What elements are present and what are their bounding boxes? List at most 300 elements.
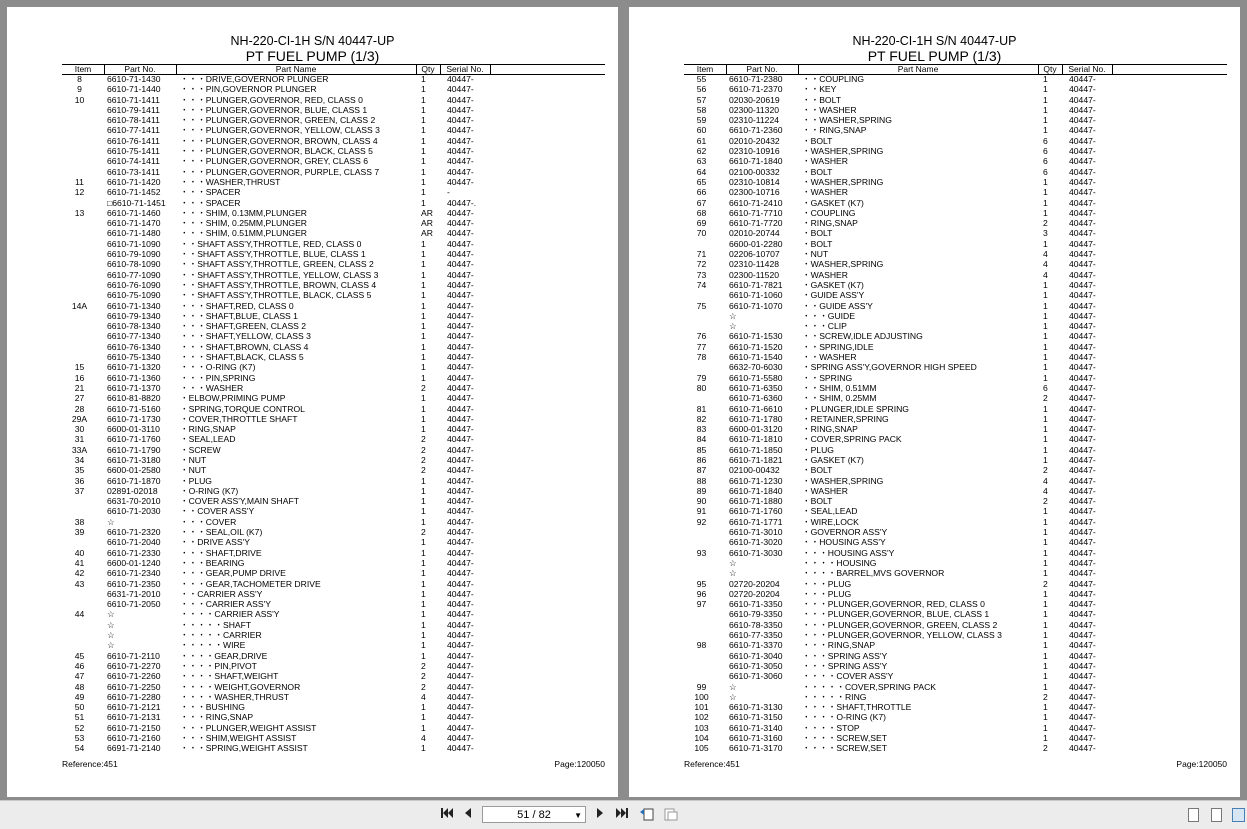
cell-part-name: ・・SHAFT ASS'Y,THROTTLE, YELLOW, CLASS 3 [180,269,379,280]
cell-part-no: 6610-71-3180 [107,454,161,465]
cell-qty: 1 [1043,650,1048,661]
cell-qty: 1 [1043,197,1048,208]
cell-part-name: ・COVER,SPRING PACK [802,434,902,445]
cell-qty: 1 [421,321,426,332]
cell-part-name: ・・GUIDE ASS'Y [802,300,873,311]
cell-part-no: 6610-71-3020 [729,537,783,548]
cell-part-name: ・RING,SNAP [180,424,236,435]
table-row [62,95,605,105]
table-row [684,259,1227,269]
cell-qty: 1 [421,599,426,610]
cell-qty: 1 [1043,702,1048,713]
cell-part-name: ・・・・SCREW,SET [802,743,887,754]
cell-serial-no: 40447- [1069,228,1096,239]
cell-part-name: ・GASKET (K7) [802,454,864,465]
cell-qty: 6 [1043,166,1048,177]
cell-part-no: ☆ [729,557,737,568]
cell-part-no: ☆ [107,516,115,527]
cell-qty: 1 [1043,207,1048,218]
cell-item: 27 [74,393,85,404]
cell-serial-no: 40447- [1069,557,1096,568]
cell-item: 16 [74,372,85,383]
cell-part-no: 6610-75-1090 [107,290,161,301]
cell-part-name: ・・・・・WIRE [180,640,246,651]
cell-part-name: ・COUPLING [802,207,856,218]
header-qty: Qty [1038,65,1063,74]
cell-part-name: ・・・SHIM, 0.25MM,PLUNGER [180,218,308,229]
cell-serial-no: 40447- [447,671,474,682]
left-page [7,7,618,797]
cell-part-name: ・・・PLUG [802,588,852,599]
table-row [62,249,605,259]
cell-item: 39 [74,527,85,538]
facing-pages-icon[interactable] [1232,808,1245,822]
table-row [62,651,605,661]
cell-qty: 1 [421,609,426,620]
table-row [62,187,605,197]
table-row [684,434,1227,444]
cell-part-name: ・・・PLUNGER,GOVERNOR, BROWN, CLASS 4 [180,135,378,146]
cell-part-no: 6610-71-3160 [729,733,783,743]
cell-qty: 6 [1043,135,1048,146]
cell-serial-no: 40447- [1069,321,1096,332]
cell-qty: 4 [421,733,426,743]
cell-item: 99 [696,681,707,692]
cell-part-name: ・WIRE,LOCK [802,516,859,527]
cell-qty: 1 [421,115,426,126]
cell-part-name: ・・WASHER,SPRING [802,115,892,126]
cell-item: 61 [696,135,707,146]
table-row [684,517,1227,527]
cell-qty: 1 [421,630,426,641]
cell-serial-no: 40447- [1069,187,1096,198]
cell-serial-no: 40447- [447,609,474,620]
cell-serial-no: 40447- [447,691,474,702]
cell-serial-no: 40447- [1069,94,1096,105]
cell-qty: 1 [421,104,426,115]
cell-serial-no: 40447- [1069,135,1096,146]
cell-serial-no: 40447- [447,310,474,321]
cell-qty: 1 [421,702,426,713]
single-page-icon[interactable] [1188,808,1199,822]
cell-qty: 1 [1043,557,1048,568]
cell-qty: 2 [1043,393,1048,404]
cell-serial-no: 40447- [1069,249,1096,260]
cell-part-no: 6610-71-2350 [107,578,161,589]
cell-qty: 3 [1043,228,1048,239]
cell-part-no: 6610-75-1340 [107,352,161,363]
cell-item: 84 [696,434,707,445]
table-row [684,105,1227,115]
table-row [62,424,605,434]
cell-part-no: 6610-76-1411 [107,135,160,146]
cell-part-name: ・・・PLUNGER,GOVERNOR, GREY, CLASS 6 [180,156,368,167]
cell-serial-no: 40447- [447,74,474,84]
cell-part-name: ・・・CARRIER ASS'Y [180,599,271,610]
cell-qty: 1 [421,279,426,290]
table-row [684,342,1227,352]
cell-part-name: ・・・SHAFT,RED, CLASS 0 [180,300,294,311]
table-row [684,743,1227,753]
cell-qty: 1 [421,135,426,146]
cell-part-name: ・・・PLUNGER,GOVERNOR, GREEN, CLASS 2 [180,115,376,126]
cell-serial-no: 40447- [447,640,474,651]
cell-part-name: ・・・・・SHAFT [180,619,252,630]
cell-item: 14A [71,300,88,311]
cell-part-name: ・SEAL,LEAD [802,506,858,517]
cell-item: 42 [74,568,85,579]
cell-serial-no: 40447- [447,290,474,301]
cell-serial-no: 40447- [447,475,474,486]
cell-serial-no: 40447- [447,537,474,548]
table-row [62,506,605,516]
table-row [684,393,1227,403]
parts-table [684,74,1227,754]
cell-part-no: 6610-71-2250 [107,681,161,692]
cell-serial-no: 40447- [447,259,474,270]
table-row [62,702,605,712]
cell-part-name: ・・・PLUNGER,GOVERNOR, BLUE, CLASS 1 [180,104,368,115]
cell-item: 31 [74,434,85,445]
cell-serial-no: 40447- [447,454,474,465]
cell-part-no: 02300-10716 [729,187,780,198]
cell-serial-no: 40447- [447,228,474,239]
cell-part-name: ・・・SEAL,OIL (K7) [180,527,263,538]
cell-part-no: 6610-71-1360 [107,372,161,383]
cell-item: 68 [696,207,707,218]
cell-item: 63 [696,156,707,167]
cell-qty: 1 [421,475,426,486]
cell-part-name: ・・・PLUNGER,GOVERNOR, YELLOW, CLASS 3 [802,630,1002,641]
cell-part-name: ・PLUG [180,475,212,486]
table-row [62,136,605,146]
table-row [62,84,605,94]
cell-part-name: ・・・SHIM,WEIGHT ASSIST [180,733,297,743]
cell-part-no: 6610-71-1821 [729,454,783,465]
cell-item: 101 [694,702,709,713]
table-row [684,424,1227,434]
cell-serial-no: 40447- [447,176,474,187]
cell-item: 43 [74,578,85,589]
cell-part-no: 6610-71-7720 [729,218,783,229]
table-row [62,517,605,527]
forward-view-icon[interactable] [663,806,679,824]
cell-qty: 1 [1043,115,1048,126]
next-page-icon[interactable] [593,806,607,824]
table-row [684,404,1227,414]
table-row [684,239,1227,249]
first-page-icon[interactable] [439,806,455,824]
table-row [684,187,1227,197]
cell-item: 92 [696,516,707,527]
cell-part-name: ・・SHAFT ASS'Y,THROTTLE, BROWN, CLASS 4 [180,279,377,290]
table-row [684,537,1227,547]
cell-qty: 1 [421,197,426,208]
cell-serial-no: 40447- [1069,115,1096,126]
cell-part-name: ・・・SPACER [180,197,241,208]
cell-serial-no: 40447- [1069,630,1096,641]
cell-serial-no: 40447- [1069,290,1096,301]
cell-qty: 1 [421,84,426,95]
cell-serial-no: 40447- [447,547,474,558]
cell-part-no: 6610-77-1340 [107,331,161,342]
cell-part-no: 6610-75-1411 [107,146,160,157]
cell-part-no: 6610-71-7710 [729,207,783,218]
table-row [684,136,1227,146]
continuous-page-icon[interactable] [1211,808,1222,822]
cell-qty: 1 [1043,588,1048,599]
cell-qty: 1 [421,506,426,517]
cell-part-no: 6610-71-1470 [107,218,161,229]
cell-item: 102 [694,712,709,723]
cell-part-name: ・WASHER [802,156,848,167]
cell-item: 30 [74,424,85,435]
cell-qty: 2 [421,527,426,538]
cell-item: 105 [694,743,709,754]
reference-label: Reference:451 [62,759,118,769]
cell-part-no: 6610-78-1340 [107,321,161,332]
cell-serial-no: 40447- [447,331,474,342]
cell-item: 75 [696,300,707,311]
cell-part-name: ・ELBOW,PRIMING PUMP [180,393,286,404]
table-row [684,609,1227,619]
cell-part-no: 6610-71-2270 [107,660,161,671]
cell-part-name: ・GASKET (K7) [802,279,864,290]
cell-serial-no: 40447- [447,84,474,95]
cell-part-name: ・・・O-RING (K7) [180,362,256,373]
cell-part-no: 6610-71-2330 [107,547,161,558]
cell-part-no: 6610-71-2370 [729,84,783,95]
cell-qty: 1 [1043,660,1048,671]
cell-part-no: 02010-20432 [729,135,780,146]
cell-part-name: ・・SPRING [802,372,853,383]
cell-part-name: ・・・PLUNGER,GOVERNOR, RED, CLASS 0 [180,94,363,105]
cell-part-no: 6610-71-2320 [107,527,161,538]
cell-part-no: 6610-71-2380 [729,74,783,84]
cell-item: 55 [696,74,707,84]
cell-part-no: 6610-73-1411 [107,166,160,177]
cell-qty: 6 [1043,382,1048,393]
table-row [62,640,605,650]
cell-item: 67 [696,197,707,208]
table-row [62,630,605,640]
table-row [62,434,605,444]
cell-qty: 1 [1043,341,1048,352]
cell-item: 62 [696,146,707,157]
table-row [62,198,605,208]
cell-part-no: 6610-71-2340 [107,568,161,579]
cell-item: 41 [74,557,85,568]
cell-part-no: 6610-71-1810 [729,434,783,445]
cell-serial-no: 40447- [1069,444,1096,455]
cell-qty: 1 [1043,599,1048,610]
cell-part-name: ・・・SHAFT,BLUE, CLASS 1 [180,310,298,321]
table-row [62,620,605,630]
table-row [62,486,605,496]
cell-part-name: ・NUT [180,465,207,476]
cell-serial-no: 40447- [1069,310,1096,321]
table-row [684,177,1227,187]
cell-serial-no: 40447- [1069,279,1096,290]
cell-qty: 1 [1043,619,1048,630]
cell-qty: 4 [1043,269,1048,280]
cell-part-no: 6610-76-1340 [107,341,161,352]
cell-part-no: 6610-71-2160 [107,733,161,743]
cell-qty: 2 [421,465,426,476]
cell-part-name: ・・・SHIM, 0.51MM,PLUNGER [180,228,308,239]
cell-qty: 4 [421,691,426,702]
table-row [684,671,1227,681]
cell-item: 85 [696,444,707,455]
cell-part-name: ・BOLT [802,496,833,507]
cell-serial-no: 40447- [447,413,474,424]
cell-part-no: 6610-78-1411 [107,115,160,126]
cell-part-no: 6610-71-1771 [729,516,783,527]
cell-part-no: 6610-71-1780 [729,413,783,424]
cell-serial-no: 40447- [447,279,474,290]
back-view-icon[interactable] [639,806,655,824]
cell-qty: 1 [1043,516,1048,527]
cell-part-no: 6610-79-1340 [107,310,161,321]
cell-qty: 1 [1043,372,1048,383]
cell-part-name: ・PLUNGER,IDLE SPRING [802,403,909,414]
cell-part-name: ・RETAINER,SPRING [802,413,889,424]
cell-serial-no: 40447- [1069,372,1096,383]
cell-part-name: ・NUT [180,454,207,465]
cell-serial-no: 40447- [447,702,474,713]
cell-part-name: ・・COVER ASS'Y [180,506,255,517]
cell-part-no: 6610-71-6360 [729,393,783,404]
cell-serial-no: 40447- [447,135,474,146]
cell-part-name: ・O-RING (K7) [180,485,239,496]
table-row [684,702,1227,712]
cell-serial-no: 40447- [1069,176,1096,187]
table-row [684,228,1227,238]
cell-part-name: ・・WASHER [802,104,857,115]
cell-item: 15 [74,362,85,373]
cell-qty: 1 [421,238,426,249]
table-row [62,558,605,568]
table-row [62,682,605,692]
cell-part-name: ・・・・BARREL,MVS GOVERNOR [802,568,945,579]
cell-part-no: 6691-71-2140 [107,743,161,754]
cell-part-name: ・・・RING,SNAP [802,640,876,651]
table-row [62,568,605,578]
table-row [62,146,605,156]
prev-page-icon[interactable] [461,806,475,824]
cell-part-no: 6610-71-2260 [107,671,161,682]
table-row [684,589,1227,599]
cell-qty: 1 [1043,527,1048,538]
cell-serial-no: 40447- [1069,74,1096,84]
cell-qty: 1 [1043,630,1048,641]
cell-part-no: 6610-71-2410 [729,197,783,208]
cell-qty: 1 [421,341,426,352]
cell-qty: AR [421,228,433,239]
cell-qty: 1 [1043,176,1048,187]
cell-serial-no: 40447- [447,599,474,610]
cell-serial-no: 40447- [1069,743,1096,754]
cell-part-name: ・・HOUSING ASS'Y [802,537,886,548]
cell-qty: 1 [1043,413,1048,424]
cell-serial-no: 40447- [1069,537,1096,548]
table-row [62,393,605,403]
cell-part-name: ・NUT [802,249,829,260]
cell-item: 81 [696,403,707,414]
cell-item: 10 [74,94,85,105]
cell-part-no: 6610-71-2121 [107,702,161,713]
cell-item: 54 [74,743,85,754]
table-row [62,733,605,743]
cell-part-no: 6631-70-2010 [107,496,161,507]
cell-item: 47 [74,671,85,682]
cell-serial-no: 40447- [447,94,474,105]
table-row [684,383,1227,393]
table-row [684,218,1227,228]
cell-part-name: ・・BOLT [802,94,841,105]
cell-item: 45 [74,650,85,661]
cell-part-name: ・・SHAFT ASS'Y,THROTTLE, BLACK, CLASS 5 [180,290,372,301]
cell-part-no: 6632-70-6030 [729,362,783,373]
cell-item: 64 [696,166,707,177]
cell-part-name: ・・・GEAR,PUMP DRIVE [180,568,286,579]
cell-serial-no: 40447- [447,485,474,496]
last-page-icon[interactable] [614,806,630,824]
cell-serial-no: 40447- [447,218,474,229]
page-number-select[interactable] [482,806,586,823]
table-row [684,548,1227,558]
table-row [684,692,1227,702]
cell-part-name: ・・・PLUG [802,578,852,589]
cell-part-name: ・・・PLUNGER,GOVERNOR, GREEN, CLASS 2 [802,619,998,630]
cell-serial-no: 40447- [1069,156,1096,167]
cell-qty: 1 [1043,279,1048,290]
cell-part-name: ・・・SHAFT,DRIVE [180,547,262,558]
cell-item: 74 [696,279,707,290]
cell-part-name: ・WASHER,SPRING [802,146,884,157]
table-row [62,156,605,166]
cell-serial-no: 40447- [1069,269,1096,280]
cell-part-name: ・・・SPRING ASS'Y [802,650,888,661]
table-row [62,352,605,362]
table-row [62,465,605,475]
cell-part-no: 6610-71-1320 [107,362,161,373]
cell-item: 65 [696,176,707,187]
cell-qty: AR [421,218,433,229]
table-row [684,362,1227,372]
cell-part-no: 6610-79-3350 [729,609,783,620]
cell-qty: 2 [1043,578,1048,589]
cell-serial-no: 40447- [1069,599,1096,610]
cell-serial-no: 40447- [1069,609,1096,620]
cell-item: 76 [696,331,707,342]
cell-part-name: ・COVER,THROTTLE SHAFT [180,413,298,424]
cell-qty: 1 [1043,362,1048,373]
cell-qty: 1 [421,516,426,527]
cell-part-no: 02100-00332 [729,166,780,177]
cell-item: 56 [696,84,707,95]
cell-part-name: ・・・COVER [180,516,237,527]
table-row [62,414,605,424]
cell-part-name: ・・・・・CARRIER [180,630,262,641]
table-row [684,95,1227,105]
cell-item: 8 [77,74,82,84]
cell-item: 93 [696,547,707,558]
table-row [684,558,1227,568]
cell-qty: 1 [421,578,426,589]
cell-item: 89 [696,485,707,496]
cell-serial-no: 40447- [1069,722,1096,733]
